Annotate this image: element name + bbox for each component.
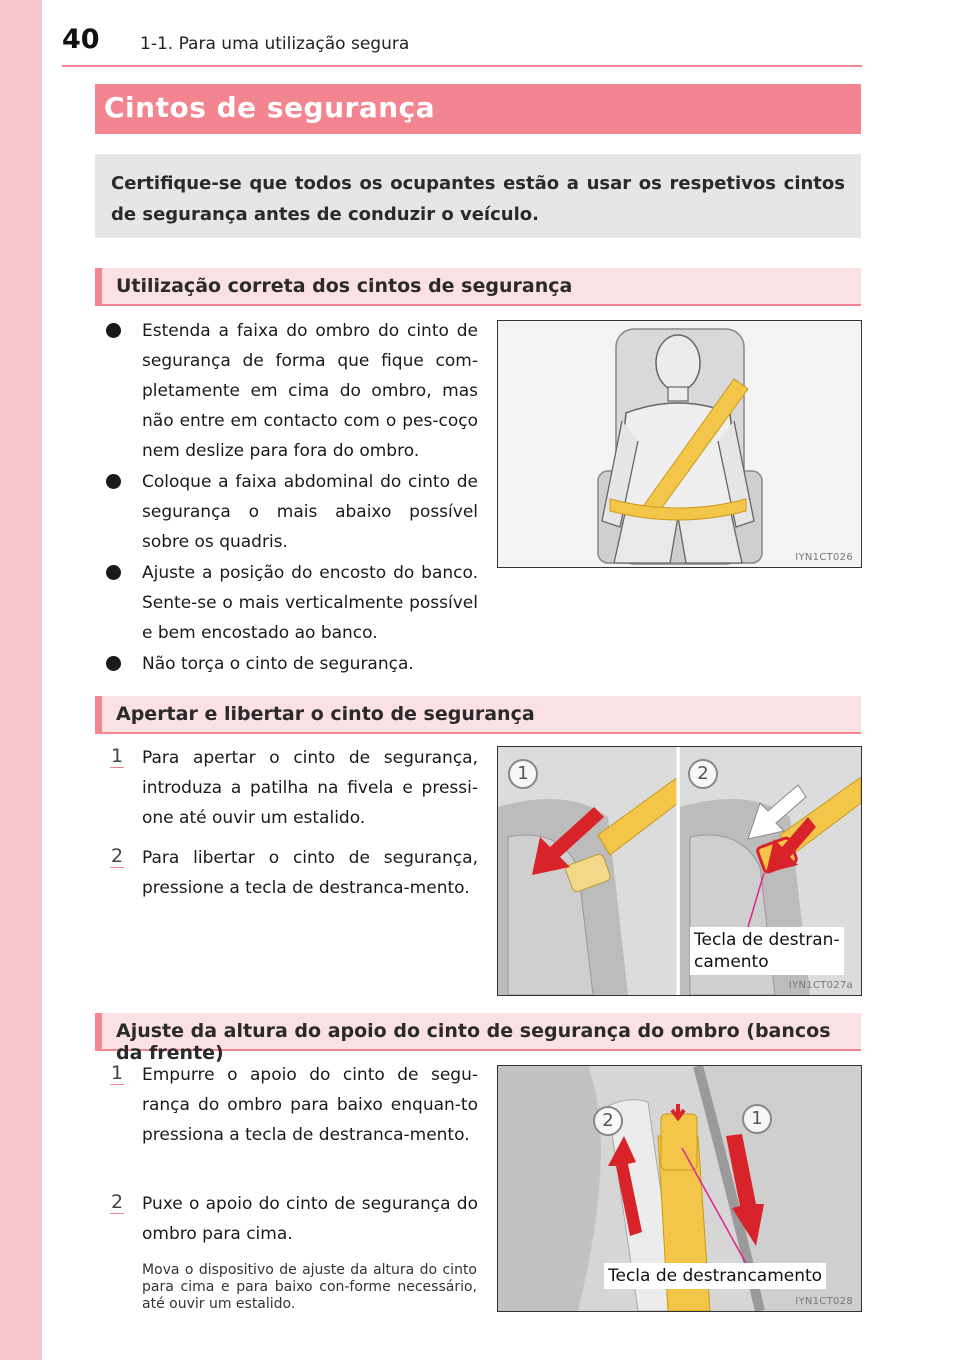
step-item [104, 843, 478, 903]
page-number: 40 [62, 24, 100, 55]
section-heading-correct-use: Utilização correta dos cintos de segurança [95, 268, 861, 306]
figure-code: IYN1CT027a [788, 980, 853, 991]
step-text: Puxe o apoio do cinto de segurança do ombro para cima. [142, 1194, 478, 1244]
figure-label: 1 [508, 759, 538, 789]
figure-label: 1 [742, 1104, 772, 1134]
list-item: Coloque a faixa abdominal do cinto de segurança o mais abaixo possível sobre os quadris. [104, 467, 478, 557]
section-heading-fasten-release: Apertar e libertar o cinto de segurança [95, 696, 861, 734]
list-item: Não torça o cinto de segurança. [104, 649, 478, 679]
step-text: Empurre o apoio do cinto de segu-rança do ombro para baixo enquan-to pressiona a tecla de destranca-mento. [142, 1065, 478, 1145]
step-item [104, 1060, 478, 1150]
step-text: Para apertar o cinto de segurança, introduza a patilha na fivela e pressi-one até ouvir um estalido. [142, 748, 478, 828]
running-title: 1-1. Para uma utilização segura [140, 34, 410, 54]
page-title: Cintos de segurança [95, 84, 861, 134]
figure-code: IYN1CT026 [795, 552, 853, 563]
bullet-icon [106, 565, 121, 580]
step-item [104, 743, 478, 833]
list-item: Ajuste a posição do encosto do banco. Sente-se o mais verticalmente possível e bem encostado ao banco. [104, 558, 478, 648]
step-item [104, 1189, 478, 1249]
figure-code: IYN1CT028 [795, 1296, 853, 1307]
unlock-key-callout: Tecla de destran- camento [690, 927, 844, 975]
step-number: 1 [110, 1062, 124, 1084]
step-number: 2 [110, 845, 124, 867]
figure-label: 2 [688, 759, 718, 789]
note-text: Mova o dispositivo de ajuste da altura do cinto para cima e para baixo con-forme necessário, até ouvir um estalido. [142, 1262, 477, 1312]
section-heading-height-adjust: Ajuste da altura do apoio do cinto de segurança do ombro (bancos da frente) [95, 1013, 861, 1051]
unlock-key-callout: Tecla de destrancamento [604, 1263, 826, 1289]
bullet-icon [106, 474, 121, 489]
bullet-icon [106, 656, 121, 671]
step-number: 1 [110, 745, 124, 767]
header-rule [62, 65, 862, 67]
seated-occupant-figure [497, 320, 862, 568]
step-text: Para libertar o cinto de segurança, pressione a tecla de destranca-mento. [142, 848, 478, 898]
list-item: Estenda a faixa do ombro do cinto de segurança de forma que fique com-pletamente em cima do ombro, mas não entre em contacto com o pes-coço nem deslize para fora do ombro. [104, 316, 478, 466]
seated-occupant-illustration [498, 321, 861, 567]
buckle-figure [497, 746, 862, 996]
figure-label: 2 [593, 1106, 623, 1136]
intro-box: Certifique-se que todos os ocupantes estão a usar os respetivos cintos de segurança antes de conduzir o veículo. [95, 154, 861, 238]
bullet-list [104, 316, 478, 680]
anchor-adjust-figure [497, 1065, 862, 1312]
side-strip [0, 0, 42, 1360]
bullet-icon [106, 323, 121, 338]
step-number: 2 [110, 1191, 124, 1213]
